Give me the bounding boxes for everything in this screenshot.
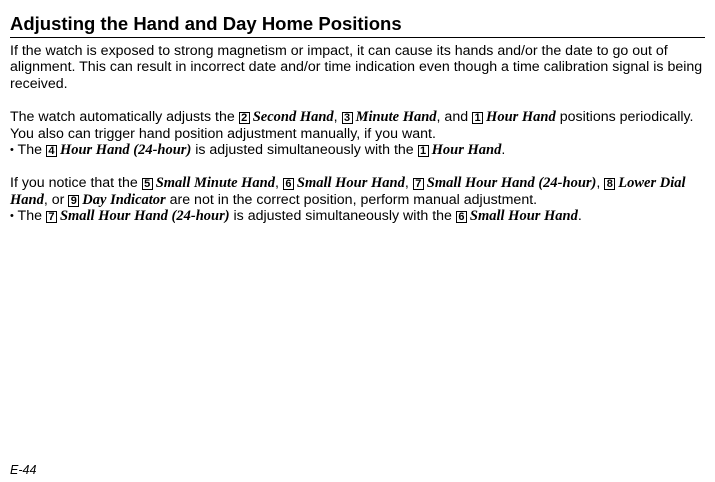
text-run: If you notice that the xyxy=(10,175,142,192)
hand-number-box: 7 xyxy=(413,178,424,190)
second-hand-term: Second Hand xyxy=(252,109,334,126)
hand-number-box: 9 xyxy=(68,195,79,207)
small-hour-hand-term: Small Hour Hand xyxy=(296,175,405,192)
hour-hand-term: Hour Hand xyxy=(431,142,502,159)
text-run: , xyxy=(596,175,605,192)
hand-number-box: 6 xyxy=(283,178,294,190)
text-run: , xyxy=(274,175,283,192)
hand-number-box: 8 xyxy=(604,178,615,190)
hand-number-box: 5 xyxy=(142,178,153,190)
bullet-icon: • xyxy=(10,144,14,157)
lower-dial-hand-term: Lower Dial Hand xyxy=(10,175,686,208)
text-run: , and xyxy=(436,109,473,126)
text-run: positions periodically. You also can trigger hand position adjustment manually, if you want. xyxy=(10,109,694,142)
auto-adjust-paragraph xyxy=(10,109,705,142)
page-number: E-44 xyxy=(10,463,37,477)
small-hour-hand-24-term: Small Hour Hand (24-hour) xyxy=(59,208,230,225)
text-run: is adjusted simultaneously with the xyxy=(229,208,456,225)
manual-adjust-paragraph xyxy=(10,175,705,208)
hour-hand-term: Hour Hand xyxy=(486,109,556,126)
text-run: The xyxy=(13,142,46,159)
minute-hand-term: Minute Hand xyxy=(355,109,437,126)
intro-paragraph: If the watch is exposed to strong magnetism or impact, it can cause its hands and/or the date to go out of alignment. This can result in incorrect date and/or time indication even though a time calibration signal is being received. xyxy=(10,43,703,92)
hand-number-box: 6 xyxy=(456,211,467,223)
small-minute-hand-term: Small Minute Hand xyxy=(155,175,275,192)
document-page xyxy=(10,13,705,225)
text-run: The xyxy=(13,208,46,225)
text-run: The watch automatically adjusts the xyxy=(10,109,239,126)
bullet-note-1 xyxy=(10,142,705,158)
text-run: . xyxy=(577,208,582,225)
text-run: , xyxy=(333,109,342,126)
hand-number-box: 3 xyxy=(342,112,353,124)
hand-number-box: 4 xyxy=(46,145,57,157)
small-hour-hand-24-term: Small Hour Hand (24-hour) xyxy=(426,175,597,192)
text-run: is adjusted simultaneously with the xyxy=(191,142,418,159)
hand-number-box: 1 xyxy=(418,145,429,157)
hour-hand-24-term: Hour Hand (24-hour) xyxy=(59,142,192,159)
small-hour-hand-term: Small Hour Hand xyxy=(469,208,578,225)
hand-number-box: 2 xyxy=(239,112,250,124)
text-run: , or xyxy=(43,191,69,208)
bullet-icon: • xyxy=(10,210,14,223)
page-title: Adjusting the Hand and Day Home Positions xyxy=(10,13,705,38)
text-run: , xyxy=(404,175,413,192)
day-indicator-term: Day Indicator xyxy=(82,191,166,208)
text-run: are not in the correct position, perform manual adjustment. xyxy=(165,191,538,208)
bullet-note-2 xyxy=(10,208,705,224)
text-run: . xyxy=(501,142,506,159)
hand-number-box: 7 xyxy=(46,211,57,223)
hand-number-box: 1 xyxy=(472,112,483,124)
